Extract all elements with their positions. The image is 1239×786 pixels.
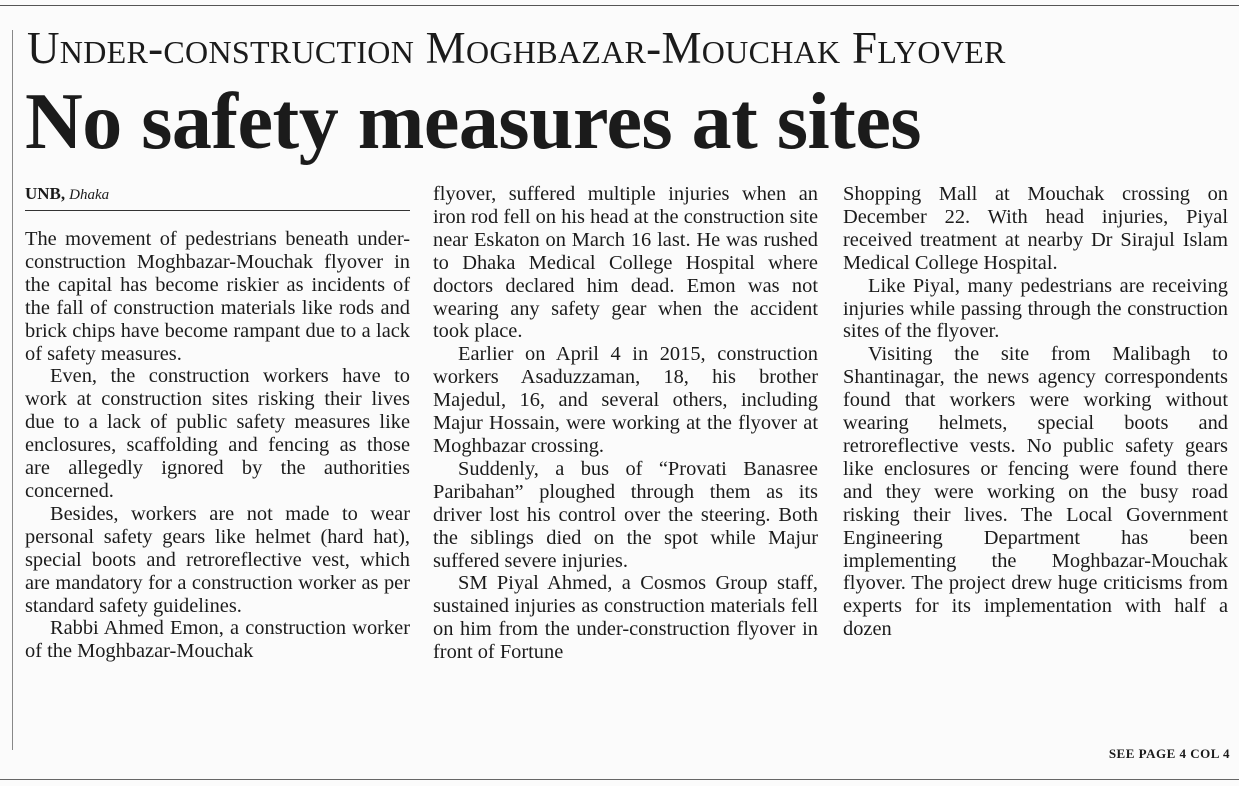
byline-dateline: Dhaka — [69, 187, 110, 203]
paragraph: flyover, suffered multiple injuries when an iron rod fell on his head at the construction site near Eskaton on March 16 last. He was rushed to Dhaka Medical College Hospital where doctors declared him dead. Emon was not wearing any safety gear when the accident took place. — [433, 183, 818, 343]
top-rule — [0, 5, 1239, 6]
paragraph: Besides, workers are not made to wear personal safety gears like helmet (hard hat), special boots and retroreflective vest, which are mandatory for a construction worker as per standard safety guidelines. — [25, 502, 410, 617]
left-column-rule — [12, 30, 13, 750]
main-headline: No safety measures at sites — [25, 78, 921, 166]
paragraph: Earlier on April 4 in 2015, construction workers Asaduzzaman, 18, his brother Majedul, 16, and several others, including Majur Hossain, were working at the flyover at Moghbazar crossing. — [433, 343, 818, 457]
paragraph: SM Piyal Ahmed, a Cosmos Group staff, sustained injuries as construction materials fell on him from the under-construction flyover in front of Fortune — [433, 572, 818, 664]
bottom-rule — [0, 779, 1239, 780]
paragraph: Suddenly, a bus of “Provati Banasree Paribahan” ploughed through them as its driver lost his control over the steering. Both the siblings died on the spot while Majur suffered severe injuries. — [433, 457, 818, 572]
paragraph: Rabbi Ahmed Emon, a construction worker of the Moghbazar-Mouchak — [25, 617, 410, 663]
paragraph: Like Piyal, many pedestrians are receiving injuries while passing through the construction sites of the flyover. — [843, 274, 1228, 343]
kicker-headline: Under-construction Moghbazar-Mouchak Flyover — [27, 23, 1006, 73]
paragraph: Visiting the site from Malibagh to Shantinagar, the news agency correspondents found that workers were working without wearing helmets, special boots and retroreflective vests. No public safety gears like enclosures or fencing were found there and they were working on the busy road risking their lives. The Local Government Engineering Department has been implementing the Moghbazar-Mouchak flyover. The project drew huge criticisms from experts for its implementation with half a dozen — [843, 343, 1228, 641]
continuation-jump: SEE PAGE 4 COL 4 — [1108, 746, 1230, 761]
article-column-3 — [843, 183, 1228, 641]
paragraph: Shopping Mall at Mouchak crossing on December 22. With head injuries, Piyal received treatment at nearby Dr Sirajul Islam Medical College Hospital. — [843, 183, 1228, 274]
paragraph: Even, the construction workers have to work at construction sites risking their lives due to a lack of public safety measures like enclosures, scaffolding and fencing as those are allegedly ignored by the authorities concerned. — [25, 365, 410, 502]
article-column-2 — [433, 183, 818, 664]
byline-agency: UNB, — [25, 184, 66, 203]
byline — [25, 185, 410, 211]
paragraph: The movement of pedestrians beneath under-construction Moghbazar-Mouchak flyover in the capital has become riskier as incidents of the fall of construction materials like rods and brick chips have become rampant due to a lack of safety measures. — [25, 228, 410, 365]
article-column-1 — [25, 228, 410, 663]
